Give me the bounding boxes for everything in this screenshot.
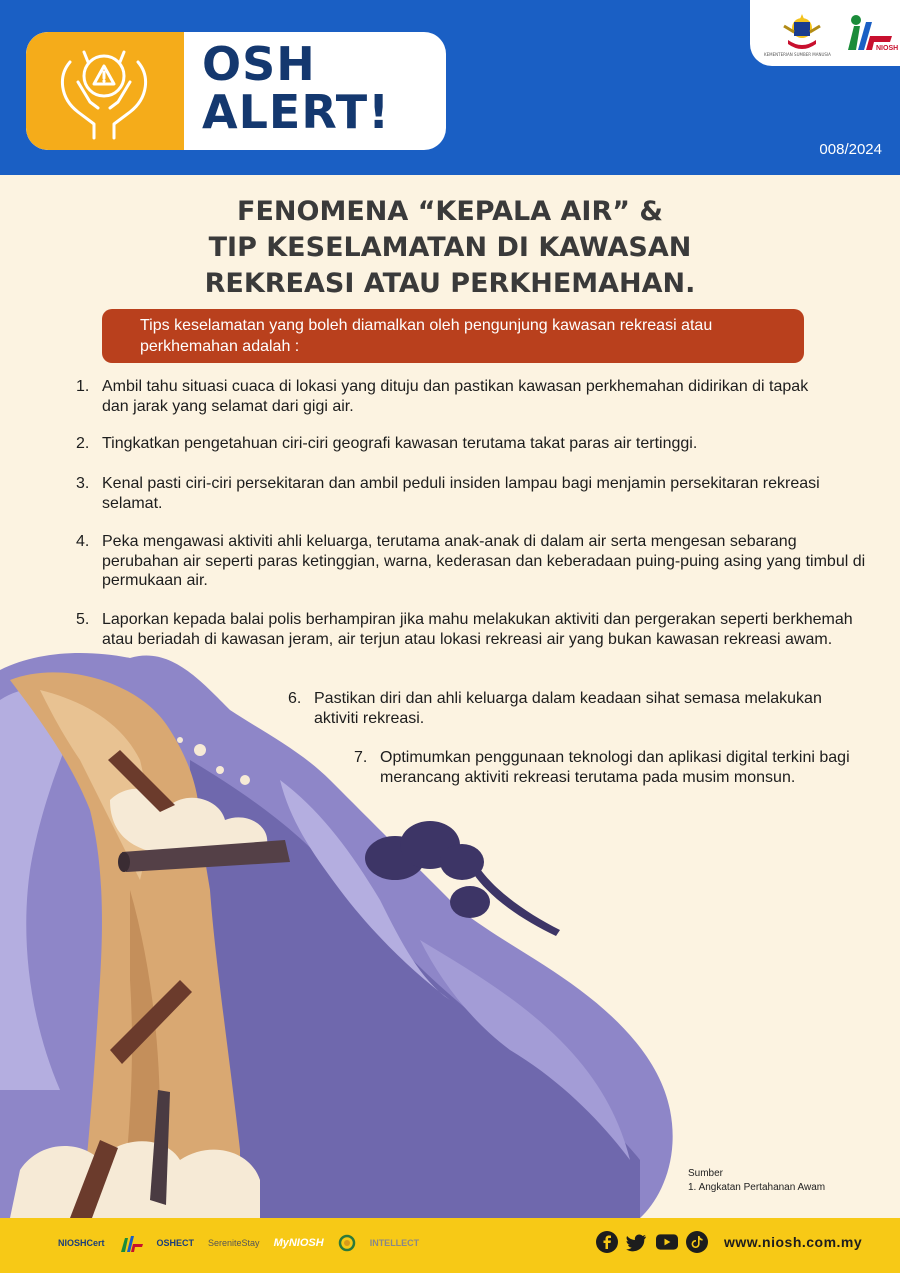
brand-oshect-logo: OSHECT — [156, 1238, 195, 1248]
list-item — [354, 748, 864, 787]
tip-number: 3. — [76, 475, 90, 492]
tiktok-icon[interactable] — [686, 1231, 708, 1253]
footer-bar — [0, 1218, 900, 1273]
alert-icon-panel — [26, 32, 184, 150]
facebook-icon[interactable] — [596, 1231, 618, 1253]
source-item: 1. Angkatan Pertahanan Awam — [688, 1182, 826, 1193]
svg-text:NIOSH: NIOSH — [876, 45, 898, 52]
intro-banner: Tips keselamatan yang boleh diamalkan oleh pengunjung kawasan rekreasi atau perkhemahan adalah : — [102, 309, 804, 363]
ring-logo — [338, 1234, 356, 1252]
list-item — [76, 377, 836, 416]
logo-panel — [750, 0, 900, 66]
crest-caption: KEMENTERIAN SUMBER MANUSIA — [764, 52, 831, 57]
list-item — [76, 434, 856, 454]
tip-number: 1. — [76, 378, 90, 395]
tip-text: Laporkan kepada balai polis berhampiran jika mahu melakukan aktiviti dan pergerakan seperti berkhemah atau beriadah di kawasan jeram, air terjun atau lokasi rekreasi air yang bukan kawasan rekreasi awam. — [102, 611, 853, 648]
list-item — [76, 532, 866, 591]
tip-text: Pastikan diri dan ahli keluarga dalam keadaan sihat semasa melakukan aktiviti rekreasi. — [314, 690, 822, 727]
niosh-small-logo — [119, 1234, 143, 1252]
tip-text: Ambil tahu situasi cuaca di lokasi yang dituju dan pastikan kawasan perkhemahan didirikan di tapak dan jarak yang selamat dari gigi air. — [102, 378, 809, 415]
social-links — [596, 1231, 708, 1253]
title-line3: REKREASI ATAU PERKHEMAHAN. — [204, 268, 696, 299]
alert-title-line1: OSH — [202, 37, 316, 91]
page-title — [0, 194, 900, 302]
title-line1: FENOMENA “KEPALA AIR” & — [237, 196, 663, 227]
title-line2: TIP KESELAMATAN DI KAWASAN — [208, 232, 692, 263]
alert-title — [202, 37, 391, 139]
hands-protecting-warning-icon — [48, 42, 160, 142]
brand-myniosh-logo: MyNIOSH — [273, 1237, 324, 1249]
brand-intellect-logo: INTELLECT — [369, 1238, 420, 1248]
youtube-icon[interactable] — [656, 1231, 678, 1253]
list-item — [288, 689, 848, 728]
brand-serenitestay-logo: SereniteStay — [208, 1238, 260, 1248]
source-label: Sumber — [688, 1168, 724, 1179]
tip-number: 7. — [354, 749, 368, 766]
niosh-logo — [842, 12, 898, 52]
website-link[interactable]: www.niosh.com.my — [724, 1234, 863, 1250]
source-note — [688, 1167, 825, 1195]
tip-text: Kenal pasti ciri-ciri persekitaran dan ambil peduli insiden lampau bagi menjamin persekitaran rekreasi selamat. — [102, 475, 820, 512]
partner-logos — [58, 1234, 419, 1252]
tip-text: Optimumkan penggunaan teknologi dan aplikasi digital terkini bagi merancang aktiviti rekreasi terutama pada musim monsun. — [380, 749, 850, 786]
tip-text: Peka mengawasi aktiviti ahli keluarga, terutama anak-anak di dalam air serta mengesan sebarang perubahan air seperti paras ketinggian, warna, kederasan dan keberadaan puing-puing asing yang timbul di permukaan air. — [102, 533, 866, 589]
alert-title-line2: ALERT! — [202, 85, 391, 139]
list-item — [76, 610, 866, 649]
reference-number: 008/2024 — [819, 141, 882, 158]
tip-number: 5. — [76, 611, 90, 628]
list-item — [76, 474, 836, 513]
twitter-icon[interactable] — [626, 1231, 648, 1253]
header-banner — [0, 0, 900, 175]
tip-text: Tingkatkan pengetahuan ciri-ciri geografi kawasan terutama takat paras air tertinggi. — [102, 435, 698, 452]
tip-number: 4. — [76, 533, 90, 550]
kementerian-crest-logo — [780, 10, 824, 52]
osh-alert-badge — [26, 32, 446, 150]
tip-number: 6. — [288, 690, 302, 707]
water-foam-bottom — [10, 1141, 260, 1218]
brand-nioshcert-logo: NIOSHCert — [58, 1238, 105, 1248]
tip-number: 2. — [76, 435, 90, 452]
